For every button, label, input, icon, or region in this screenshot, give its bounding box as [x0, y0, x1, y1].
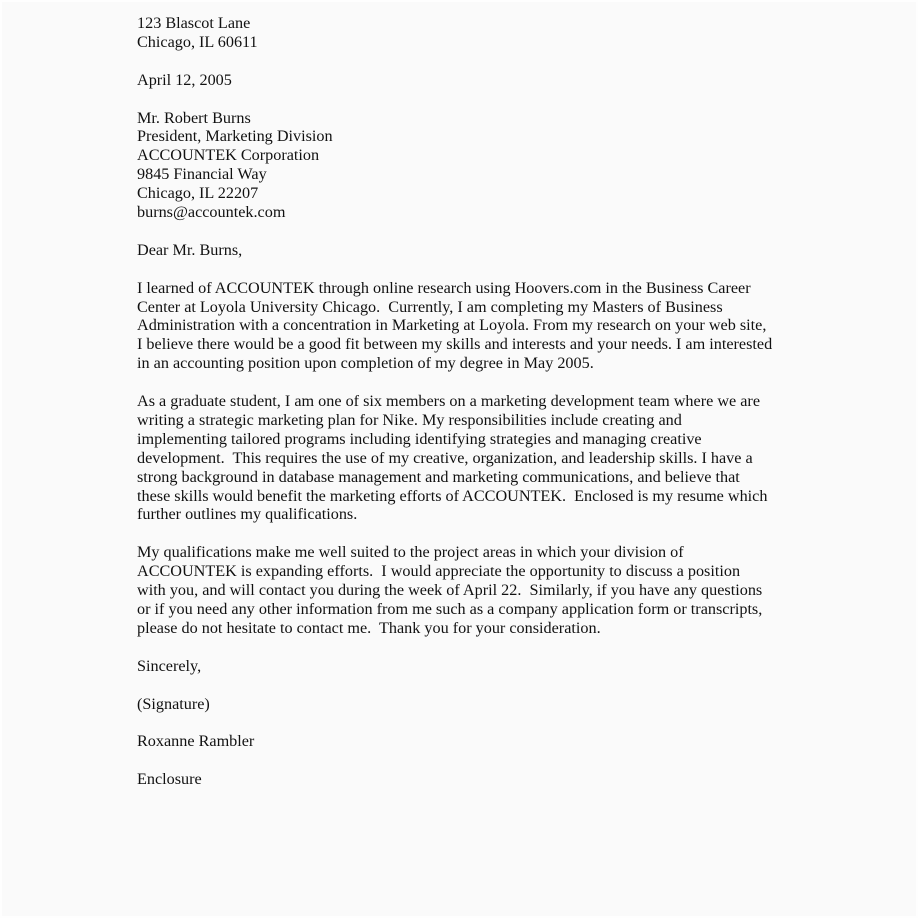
recipient-email: burns@accountek.com — [137, 203, 286, 222]
letter-date-block — [137, 71, 797, 90]
paragraph-line: Administration with a concentration in Marketing at Loyola. From my research on your web site, — [137, 316, 767, 335]
signature-placeholder: (Signature) — [137, 694, 210, 713]
paragraph-line: strong background in database management and marketing communications, and believe that — [137, 467, 740, 486]
body-paragraph-2 — [137, 392, 797, 524]
salutation-block — [137, 241, 797, 260]
paragraph-line: these skills would benefit the marketing efforts of ACCOUNTEK. Enclosed is my resume which — [137, 486, 768, 505]
body-paragraph-1 — [137, 279, 797, 374]
paragraph-line: I believe there would be a good fit between my skills and interests and your needs. I am interested — [137, 335, 773, 354]
paragraph-line: development. This requires the use of my creative, organization, and leadership skills. I have a — [137, 448, 753, 467]
sender-address — [137, 14, 797, 52]
enclosure-note: Enclosure — [137, 770, 202, 789]
recipient-title: President, Marketing Division — [137, 127, 333, 146]
recipient-company: ACCOUNTEK Corporation — [137, 146, 320, 165]
paragraph-line: implementing tailored programs including identifying strategies and managing creative — [137, 429, 702, 448]
sender-name: Roxanne Rambler — [137, 732, 255, 751]
cover-letter — [137, 14, 797, 808]
paragraph-line: My qualifications make me well suited to the project areas in which your division of — [137, 543, 684, 562]
paragraph-line: I learned of ACCOUNTEK through online research using Hoovers.com in the Business Career — [137, 278, 751, 297]
paragraph-line: ACCOUNTEK is expanding efforts. I would appreciate the opportunity to discuss a position — [137, 562, 741, 581]
salutation: Dear Mr. Burns, — [137, 240, 243, 259]
paragraph-line: further outlines my qualifications. — [137, 505, 358, 524]
recipient-name: Mr. Robert Burns — [137, 108, 251, 127]
recipient-city-state-zip: Chicago, IL 22207 — [137, 184, 259, 203]
sender-street: 123 Blascot Lane — [137, 14, 251, 32]
sender-city-state-zip: Chicago, IL 60611 — [137, 32, 258, 51]
paragraph-line: or if you need any other information from me such as a company application form or transcripts, — [137, 600, 763, 618]
sender-name-block — [137, 732, 797, 751]
body-paragraph-3 — [137, 543, 797, 638]
recipient-street: 9845 Financial Way — [137, 165, 267, 184]
closing-block — [137, 657, 797, 676]
letter-date: April 12, 2005 — [137, 70, 232, 89]
enclosure-block — [137, 770, 797, 789]
paragraph-line: please do not hesitate to contact me. Thank you for your consideration. — [137, 618, 601, 637]
closing: Sincerely, — [137, 656, 202, 675]
recipient-address — [137, 109, 797, 222]
paragraph-line: writing a strategic marketing plan for Nike. My responsibilities include creating and — [137, 410, 682, 429]
paragraph-line: Center at Loyola University Chicago. Currently, I am completing my Masters of Business — [137, 297, 723, 316]
paragraph-line: in an accounting position upon completion of my degree in May 2005. — [137, 354, 594, 373]
signature-block — [137, 695, 797, 714]
paragraph-line: As a graduate student, I am one of six members on a marketing development team where we are — [137, 392, 760, 411]
paragraph-line: with you, and will contact you during the week of April 22. Similarly, if you have any questions — [137, 581, 763, 600]
